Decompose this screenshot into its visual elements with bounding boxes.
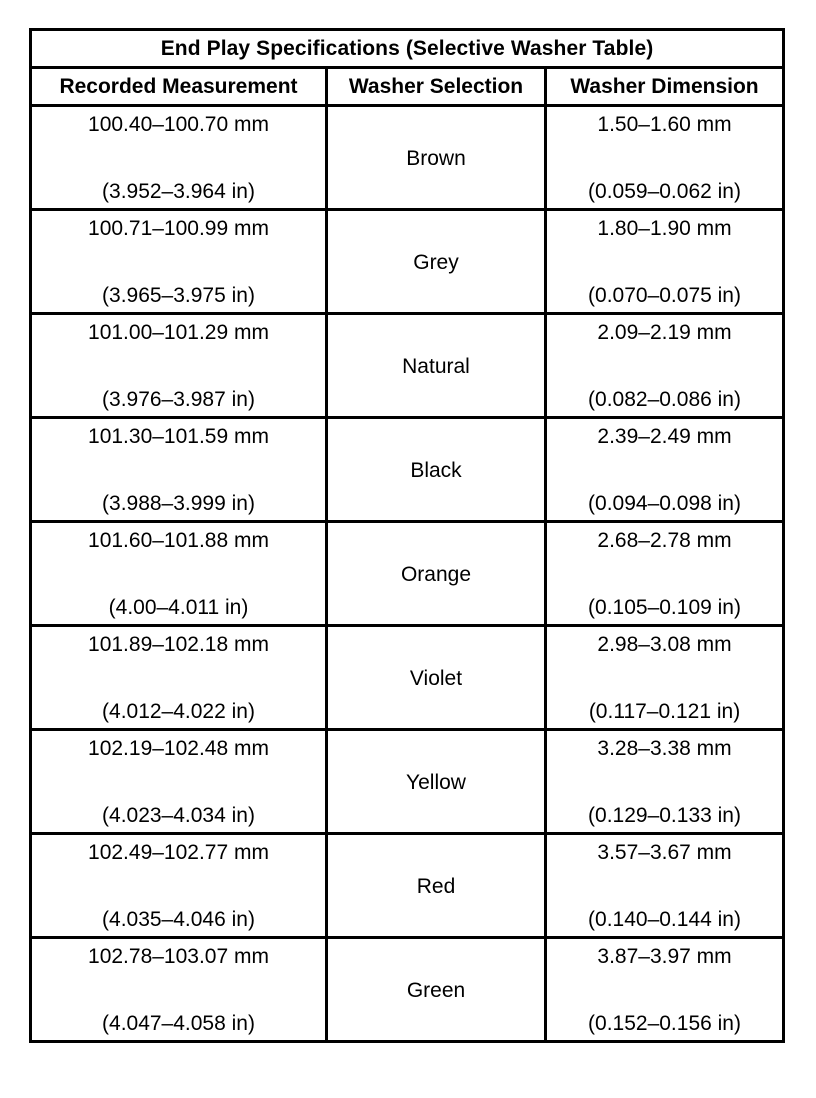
dimension-in: (0.105–0.109 in): [588, 596, 741, 619]
table-row: [31, 730, 784, 834]
table-title-row: [31, 30, 784, 68]
recorded-measurement-cell: [31, 730, 327, 834]
measurement-mm: 101.60–101.88 mm: [88, 529, 269, 552]
washer-color: Violet: [409, 667, 463, 690]
header-washer-selection: Washer Selection: [327, 68, 546, 106]
header-recorded-measurement: Recorded Measurement: [31, 68, 327, 106]
recorded-measurement-cell: [31, 314, 327, 418]
washer-dimension-cell: [546, 418, 784, 522]
washer-selection-cell: [327, 418, 546, 522]
measurement-in: (4.00–4.011 in): [108, 596, 249, 619]
washer-color: Red: [416, 875, 456, 898]
washer-dimension-cell: [546, 210, 784, 314]
measurement-mm: 102.19–102.48 mm: [88, 737, 269, 760]
dimension-mm: 1.80–1.90 mm: [597, 217, 732, 240]
dimension-in: (0.152–0.156 in): [588, 1012, 741, 1035]
recorded-measurement-cell: [31, 210, 327, 314]
table-row: [31, 418, 784, 522]
washer-color: Yellow: [406, 771, 466, 794]
washer-color: Brown: [406, 147, 466, 170]
dimension-in: (0.129–0.133 in): [588, 804, 741, 827]
washer-dimension-cell: [546, 522, 784, 626]
washer-selection-cell: [327, 834, 546, 938]
measurement-in: (4.012–4.022 in): [102, 700, 255, 723]
dimension-mm: 2.68–2.78 mm: [597, 529, 732, 552]
washer-dimension-cell: [546, 106, 784, 210]
washer-selection-cell: [327, 626, 546, 730]
recorded-measurement-cell: [31, 938, 327, 1042]
dimension-mm: 1.50–1.60 mm: [597, 113, 732, 136]
washer-color: Grey: [413, 251, 459, 274]
dimension-mm: 2.98–3.08 mm: [597, 633, 732, 656]
washer-color: Black: [410, 459, 462, 482]
washer-dimension-cell: [546, 834, 784, 938]
dimension-mm: 3.87–3.97 mm: [597, 945, 732, 968]
washer-dimension-cell: [546, 626, 784, 730]
measurement-in: (4.035–4.046 in): [102, 908, 255, 931]
table-row: [31, 314, 784, 418]
recorded-measurement-cell: [31, 834, 327, 938]
dimension-mm: 3.57–3.67 mm: [597, 841, 732, 864]
measurement-in: (3.965–3.975 in): [102, 284, 255, 307]
recorded-measurement-cell: [31, 418, 327, 522]
measurement-mm: 101.89–102.18 mm: [88, 633, 269, 656]
washer-selection-cell: [327, 210, 546, 314]
measurement-in: (4.047–4.058 in): [102, 1012, 255, 1035]
washer-selection-cell: [327, 106, 546, 210]
table-row: [31, 106, 784, 210]
header-washer-dimension: Washer Dimension: [546, 68, 784, 106]
washer-dimension-cell: [546, 730, 784, 834]
table-row: [31, 938, 784, 1042]
dimension-mm: 2.39–2.49 mm: [597, 425, 732, 448]
measurement-in: (3.976–3.987 in): [102, 388, 255, 411]
washer-color: Orange: [400, 563, 472, 586]
measurement-in: (4.023–4.034 in): [102, 804, 255, 827]
dimension-in: (0.059–0.062 in): [588, 180, 741, 203]
table-row: [31, 834, 784, 938]
dimension-in: (0.070–0.075 in): [588, 284, 741, 307]
measurement-mm: 102.49–102.77 mm: [88, 841, 269, 864]
dimension-in: (0.082–0.086 in): [588, 388, 741, 411]
washer-dimension-cell: [546, 938, 784, 1042]
washer-selection-cell: [327, 938, 546, 1042]
washer-selection-cell: [327, 314, 546, 418]
measurement-mm: 101.00–101.29 mm: [88, 321, 269, 344]
table-row: [31, 210, 784, 314]
washer-selection-cell: [327, 730, 546, 834]
washer-color: Natural: [402, 355, 470, 378]
table-title: End Play Specifications (Selective Washer Table): [31, 30, 784, 68]
washer-color: Green: [406, 979, 466, 1002]
washer-dimension-cell: [546, 314, 784, 418]
measurement-mm: 100.71–100.99 mm: [88, 217, 269, 240]
dimension-in: (0.094–0.098 in): [588, 492, 741, 515]
dimension-in: (0.140–0.144 in): [588, 908, 741, 931]
table-row: [31, 626, 784, 730]
table-row: [31, 522, 784, 626]
measurement-in: (3.952–3.964 in): [102, 180, 255, 203]
measurement-mm: 101.30–101.59 mm: [88, 425, 269, 448]
measurement-mm: 100.40–100.70 mm: [88, 113, 269, 136]
measurement-mm: 102.78–103.07 mm: [88, 945, 269, 968]
recorded-measurement-cell: [31, 522, 327, 626]
washer-selection-cell: [327, 522, 546, 626]
dimension-mm: 3.28–3.38 mm: [597, 737, 732, 760]
washer-spec-table: [29, 28, 785, 1043]
dimension-mm: 2.09–2.19 mm: [597, 321, 732, 344]
recorded-measurement-cell: [31, 626, 327, 730]
recorded-measurement-cell: [31, 106, 327, 210]
table-header-row: [31, 68, 784, 106]
measurement-in: (3.988–3.999 in): [102, 492, 255, 515]
dimension-in: (0.117–0.121 in): [588, 700, 741, 723]
